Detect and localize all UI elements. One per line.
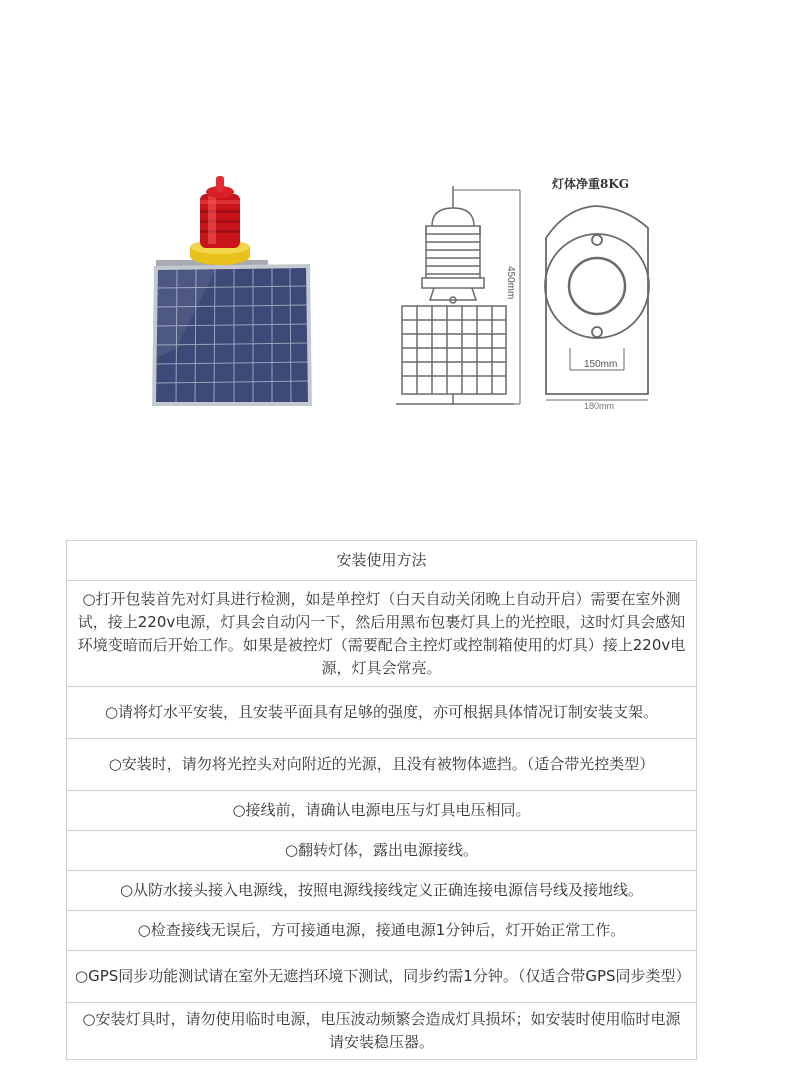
instruction-cell: ○安装灯具时，请勿使用临时电源，电压波动频繁会造成灯具损坏；如安装时使用临时电源请安装稳压器。 xyxy=(67,1003,697,1060)
instruction-cell: ○请将灯水平安装，且安装平面具有足够的强度，亦可根据具体情况订制安装支架。 xyxy=(67,687,697,739)
instruction-cell: ○翻转灯体，露出电源接线。 xyxy=(67,831,697,871)
instruction-cell: ○接线前，请确认电源电压与灯具电压相同。 xyxy=(67,791,697,831)
product-figure xyxy=(96,148,696,410)
product-illustration xyxy=(96,148,696,410)
height-dimension-label: 450mm xyxy=(505,266,516,300)
table-header-row xyxy=(67,541,697,581)
outer-dimension-label: 180mm xyxy=(584,401,615,410)
inner-dimension-label: 150mm xyxy=(584,359,618,370)
table-row xyxy=(67,951,697,1003)
table-row xyxy=(67,739,697,791)
lamp-photo xyxy=(152,176,312,406)
weight-label: 灯体净重8KG xyxy=(552,177,630,191)
table-row xyxy=(67,1003,697,1060)
side-view-drawing xyxy=(396,186,520,404)
instruction-cell: ○安装时，请勿将光控头对向附近的光源，且没有被物体遮挡。（适合带光控类型） xyxy=(67,739,697,791)
table-row xyxy=(67,831,697,871)
instruction-cell: ○检查接线无误后，方可接通电源，接通电源1分钟后，灯开始正常工作。 xyxy=(67,911,697,951)
instruction-cell: ○打开包装首先对灯具进行检测，如是单控灯（白天自动关闭晚上自动开启）需要在室外测试，接上220v电源，灯具会自动闪一下，然后用黑布包裹灯具上的光控眼，这时灯具会感知环境变暗而后开始工作。如果是被控灯（需要配合主控灯或控制箱使用的灯具）接上220v电源，灯具会常亮。 xyxy=(67,581,697,687)
table-row xyxy=(67,791,697,831)
table-row xyxy=(67,581,697,687)
table-row xyxy=(67,687,697,739)
table-row xyxy=(67,871,697,911)
table-header: 安装使用方法 xyxy=(67,541,697,581)
table-row xyxy=(67,911,697,951)
instruction-cell: ○从防水接头接入电源线，按照电源线接线定义正确连接电源信号线及接地线。 xyxy=(67,871,697,911)
instruction-cell: ○GPS同步功能测试请在室外无遮挡环境下测试，同步约需1分钟。（仅适合带GPS同步类型） xyxy=(67,951,697,1003)
top-view-drawing xyxy=(545,206,649,400)
installation-instructions-table xyxy=(66,540,697,1060)
